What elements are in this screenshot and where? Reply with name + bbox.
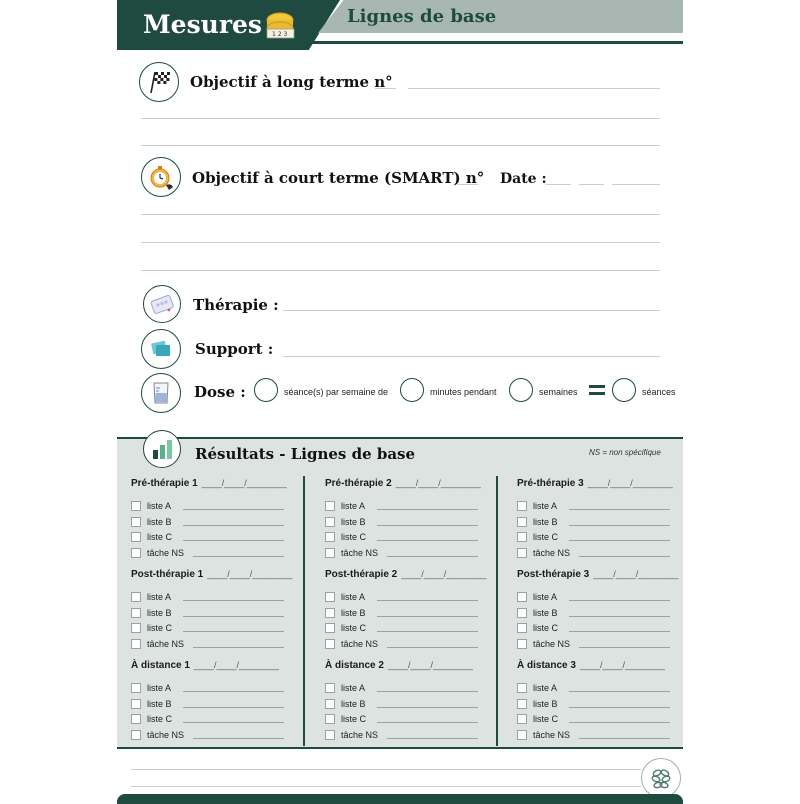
date-year-field[interactable] bbox=[612, 184, 660, 185]
result-item-label: liste C bbox=[147, 714, 173, 724]
result-item-row bbox=[517, 592, 670, 602]
result-item-label: liste C bbox=[147, 532, 173, 542]
result-checkbox[interactable] bbox=[517, 623, 527, 633]
result-score-field[interactable] bbox=[193, 549, 284, 557]
result-item-row bbox=[517, 517, 670, 527]
pill-pack-icon bbox=[143, 285, 181, 323]
result-item-label: liste B bbox=[147, 517, 172, 527]
result-item-label: liste B bbox=[533, 517, 558, 527]
result-item-row bbox=[517, 699, 670, 709]
result-item-row bbox=[131, 623, 284, 633]
date-label: Date : bbox=[500, 171, 547, 187]
result-date-field[interactable]: ____/____/________ bbox=[593, 569, 679, 579]
laurel-logo-icon bbox=[641, 758, 681, 798]
result-group-label: À distance 3 bbox=[517, 660, 576, 671]
result-date-field[interactable]: ____/____/________ bbox=[193, 660, 280, 670]
result-group-title bbox=[131, 478, 287, 489]
result-checkbox[interactable] bbox=[517, 501, 527, 511]
result-checkbox[interactable] bbox=[131, 532, 141, 542]
result-item-label: liste C bbox=[533, 623, 559, 633]
long-term-number-field[interactable] bbox=[375, 88, 396, 89]
result-group-title bbox=[131, 569, 292, 580]
result-item-row bbox=[517, 501, 670, 511]
support-label: Support : bbox=[195, 340, 274, 358]
result-item-row bbox=[517, 532, 670, 542]
result-checkbox[interactable] bbox=[131, 592, 141, 602]
result-item-label: liste C bbox=[341, 714, 367, 724]
dose-unit-2: minutes pendant bbox=[430, 387, 497, 397]
result-score-field[interactable] bbox=[377, 624, 478, 632]
result-score-field[interactable] bbox=[387, 549, 478, 557]
result-score-field[interactable] bbox=[183, 609, 284, 617]
result-score-field[interactable] bbox=[377, 700, 478, 708]
result-group-title bbox=[325, 478, 481, 489]
result-item-label: liste A bbox=[147, 501, 172, 511]
result-date-field[interactable]: ____/____/________ bbox=[387, 660, 474, 670]
result-item-label: liste A bbox=[341, 683, 366, 693]
result-item-row bbox=[517, 623, 670, 633]
result-score-field[interactable] bbox=[377, 593, 478, 601]
result-checkbox[interactable] bbox=[325, 517, 335, 527]
result-checkbox[interactable] bbox=[325, 699, 335, 709]
result-item-row bbox=[325, 501, 478, 511]
short-term-line-3[interactable] bbox=[141, 242, 660, 243]
result-item-label: liste A bbox=[533, 683, 558, 693]
result-item-row bbox=[517, 730, 670, 740]
result-group-label: Post-thérapie 3 bbox=[517, 569, 590, 580]
footer-bar bbox=[117, 794, 683, 804]
result-item-label: liste C bbox=[533, 532, 559, 542]
result-checkbox[interactable] bbox=[517, 532, 527, 542]
result-score-field[interactable] bbox=[569, 502, 670, 510]
result-checkbox[interactable] bbox=[517, 714, 527, 724]
result-checkbox[interactable] bbox=[517, 683, 527, 693]
result-group-title bbox=[131, 660, 279, 671]
result-item-row bbox=[325, 683, 478, 693]
result-item-row bbox=[325, 548, 478, 558]
result-score-field[interactable] bbox=[377, 533, 478, 541]
minutes-field[interactable] bbox=[400, 378, 424, 402]
header-rule bbox=[312, 41, 683, 44]
result-item-row bbox=[517, 608, 670, 618]
long-term-label: Objectif à long terme n° bbox=[190, 73, 393, 91]
result-group-title bbox=[517, 478, 673, 489]
result-item-row bbox=[517, 639, 670, 649]
result-item-label: tâche NS bbox=[533, 639, 571, 649]
result-checkbox[interactable] bbox=[131, 639, 141, 649]
result-item-label: tâche NS bbox=[147, 639, 185, 649]
result-group-title bbox=[325, 660, 473, 671]
result-checkbox[interactable] bbox=[325, 623, 335, 633]
result-item-label: tâche NS bbox=[533, 548, 571, 558]
result-item-row bbox=[325, 639, 478, 649]
result-item-row bbox=[131, 714, 284, 724]
date-day-field[interactable] bbox=[546, 184, 571, 185]
result-score-field[interactable] bbox=[569, 624, 670, 632]
result-checkbox[interactable] bbox=[131, 501, 141, 511]
results-title: Résultats - Lignes de base bbox=[195, 445, 416, 463]
page-title: Mesures bbox=[143, 10, 262, 39]
result-item-label: liste A bbox=[341, 592, 366, 602]
result-score-field[interactable] bbox=[569, 715, 670, 723]
result-item-row bbox=[131, 532, 284, 542]
result-item-label: tâche NS bbox=[533, 730, 571, 740]
result-item-label: liste C bbox=[533, 714, 559, 724]
short-term-line-4[interactable] bbox=[141, 270, 660, 271]
result-checkbox[interactable] bbox=[517, 730, 527, 740]
result-score-field[interactable] bbox=[183, 502, 284, 510]
result-item-row bbox=[325, 592, 478, 602]
result-item-label: liste A bbox=[341, 501, 366, 511]
result-score-field[interactable] bbox=[193, 731, 284, 739]
result-checkbox[interactable] bbox=[517, 592, 527, 602]
result-checkbox[interactable] bbox=[131, 730, 141, 740]
checkered-flag-icon bbox=[139, 62, 179, 102]
result-checkbox[interactable] bbox=[131, 608, 141, 618]
result-checkbox[interactable] bbox=[325, 548, 335, 558]
long-term-title-field[interactable] bbox=[408, 88, 660, 89]
result-checkbox[interactable] bbox=[325, 592, 335, 602]
result-item-row bbox=[517, 548, 670, 558]
result-score-field[interactable] bbox=[377, 609, 478, 617]
result-item-row bbox=[325, 517, 478, 527]
result-score-field[interactable] bbox=[569, 684, 670, 692]
short-term-number-field[interactable] bbox=[458, 184, 478, 185]
result-score-field[interactable] bbox=[579, 731, 670, 739]
result-group-label: Pré-thérapie 1 bbox=[131, 478, 198, 489]
result-score-field[interactable] bbox=[377, 684, 478, 692]
result-score-field[interactable] bbox=[387, 640, 478, 648]
result-score-field[interactable] bbox=[183, 624, 284, 632]
result-score-field[interactable] bbox=[183, 593, 284, 601]
result-item-row bbox=[131, 517, 284, 527]
result-date-field[interactable]: ____/____/________ bbox=[401, 569, 487, 579]
result-item-row bbox=[325, 730, 478, 740]
result-item-label: liste B bbox=[533, 699, 558, 709]
result-checkbox[interactable] bbox=[325, 683, 335, 693]
result-item-label: liste C bbox=[147, 623, 173, 633]
support-field[interactable] bbox=[283, 356, 660, 357]
result-checkbox[interactable] bbox=[325, 532, 335, 542]
total-sessions-field[interactable] bbox=[612, 378, 636, 402]
short-term-line-2[interactable] bbox=[141, 214, 660, 215]
tape-measure-icon bbox=[264, 10, 296, 40]
result-checkbox[interactable] bbox=[325, 730, 335, 740]
result-score-field[interactable] bbox=[569, 518, 670, 526]
column-separator-1 bbox=[303, 476, 305, 746]
stopwatch-icon bbox=[141, 157, 181, 197]
result-item-row bbox=[131, 608, 284, 618]
measuring-beaker-icon bbox=[141, 373, 181, 413]
result-item-row bbox=[131, 501, 284, 511]
result-score-field[interactable] bbox=[569, 700, 670, 708]
result-checkbox[interactable] bbox=[131, 623, 141, 633]
result-checkbox[interactable] bbox=[131, 517, 141, 527]
dose-label: Dose : bbox=[194, 383, 246, 401]
equals-sign bbox=[589, 385, 605, 397]
result-score-field[interactable] bbox=[569, 609, 670, 617]
bar-chart-icon bbox=[143, 430, 181, 468]
result-item-label: liste B bbox=[341, 699, 366, 709]
result-group-label: Pré-thérapie 3 bbox=[517, 478, 584, 489]
result-item-row bbox=[131, 683, 284, 693]
result-item-row bbox=[325, 532, 478, 542]
result-checkbox[interactable] bbox=[517, 517, 527, 527]
result-date-field[interactable]: ____/____/________ bbox=[207, 569, 293, 579]
result-item-row bbox=[325, 608, 478, 618]
result-score-field[interactable] bbox=[377, 502, 478, 510]
result-date-field[interactable]: ____/____/________ bbox=[395, 478, 481, 488]
result-item-row bbox=[325, 699, 478, 709]
results-note: NS = non spécifique bbox=[589, 448, 661, 457]
result-checkbox[interactable] bbox=[517, 699, 527, 709]
dose-unit-1: séance(s) par semaine de bbox=[284, 387, 389, 397]
result-item-label: liste B bbox=[341, 608, 366, 618]
column-separator-2 bbox=[496, 476, 498, 746]
result-group-label: Post-thérapie 1 bbox=[131, 569, 204, 580]
result-item-row bbox=[131, 730, 284, 740]
result-item-label: liste C bbox=[341, 623, 367, 633]
result-item-label: liste C bbox=[341, 532, 367, 542]
svg-text:1 2 3: 1 2 3 bbox=[272, 31, 288, 38]
date-month-field[interactable] bbox=[579, 184, 604, 185]
result-score-field[interactable] bbox=[579, 640, 670, 648]
result-score-field[interactable] bbox=[183, 715, 284, 723]
footer-line-1[interactable] bbox=[131, 769, 641, 770]
result-checkbox[interactable] bbox=[517, 608, 527, 618]
result-item-row bbox=[131, 699, 284, 709]
result-item-label: tâche NS bbox=[341, 639, 379, 649]
result-item-label: liste B bbox=[147, 699, 172, 709]
result-checkbox[interactable] bbox=[325, 608, 335, 618]
result-score-field[interactable] bbox=[183, 700, 284, 708]
result-item-row bbox=[131, 548, 284, 558]
result-checkbox[interactable] bbox=[517, 639, 527, 649]
short-term-label: Objectif à court terme (SMART) n° bbox=[192, 169, 485, 187]
result-item-label: liste B bbox=[341, 517, 366, 527]
result-group-label: Post-thérapie 2 bbox=[325, 569, 398, 580]
long-term-line-2[interactable] bbox=[141, 118, 660, 119]
page-subtitle: Lignes de base bbox=[347, 6, 497, 27]
result-checkbox[interactable] bbox=[131, 683, 141, 693]
result-group-title bbox=[325, 569, 486, 580]
result-checkbox[interactable] bbox=[325, 714, 335, 724]
result-group-title bbox=[517, 660, 665, 671]
result-score-field[interactable] bbox=[579, 549, 670, 557]
result-checkbox[interactable] bbox=[131, 699, 141, 709]
result-item-label: liste A bbox=[533, 592, 558, 602]
therapy-field[interactable] bbox=[283, 310, 660, 311]
result-checkbox[interactable] bbox=[325, 501, 335, 511]
result-score-field[interactable] bbox=[183, 684, 284, 692]
result-score-field[interactable] bbox=[183, 518, 284, 526]
result-item-row bbox=[131, 592, 284, 602]
dose-unit-4: séances bbox=[642, 387, 676, 397]
result-item-row bbox=[325, 714, 478, 724]
cards-icon bbox=[141, 329, 181, 369]
result-date-field[interactable]: ____/____/________ bbox=[579, 660, 666, 670]
result-item-label: liste B bbox=[147, 608, 172, 618]
dose-unit-3: semaines bbox=[539, 387, 578, 397]
result-checkbox[interactable] bbox=[131, 548, 141, 558]
result-item-label: tâche NS bbox=[147, 730, 185, 740]
result-item-row bbox=[131, 639, 284, 649]
result-item-label: liste B bbox=[533, 608, 558, 618]
therapy-label: Thérapie : bbox=[193, 296, 279, 314]
result-item-label: tâche NS bbox=[341, 730, 379, 740]
result-checkbox[interactable] bbox=[325, 639, 335, 649]
result-item-label: tâche NS bbox=[147, 548, 185, 558]
result-date-field[interactable]: ____/____/________ bbox=[201, 478, 287, 488]
result-item-row bbox=[517, 683, 670, 693]
result-item-row bbox=[325, 623, 478, 633]
result-group-label: À distance 2 bbox=[325, 660, 384, 671]
result-score-field[interactable] bbox=[387, 731, 478, 739]
result-score-field[interactable] bbox=[193, 640, 284, 648]
result-item-label: liste A bbox=[147, 683, 172, 693]
result-item-label: tâche NS bbox=[341, 548, 379, 558]
result-checkbox[interactable] bbox=[517, 548, 527, 558]
result-item-label: liste A bbox=[533, 501, 558, 511]
result-group-title bbox=[517, 569, 678, 580]
sessions-per-week-field[interactable] bbox=[254, 378, 278, 402]
result-score-field[interactable] bbox=[377, 518, 478, 526]
result-date-field[interactable]: ____/____/________ bbox=[587, 478, 673, 488]
long-term-line-3[interactable] bbox=[141, 145, 660, 146]
weeks-field[interactable] bbox=[509, 378, 533, 402]
result-item-row bbox=[517, 714, 670, 724]
result-group-label: Pré-thérapie 2 bbox=[325, 478, 392, 489]
result-score-field[interactable] bbox=[377, 715, 478, 723]
result-checkbox[interactable] bbox=[131, 714, 141, 724]
footer-line-2[interactable] bbox=[131, 786, 641, 787]
result-group-label: À distance 1 bbox=[131, 660, 190, 671]
result-score-field[interactable] bbox=[183, 533, 284, 541]
result-score-field[interactable] bbox=[569, 533, 670, 541]
result-score-field[interactable] bbox=[569, 593, 670, 601]
result-item-label: liste A bbox=[147, 592, 172, 602]
